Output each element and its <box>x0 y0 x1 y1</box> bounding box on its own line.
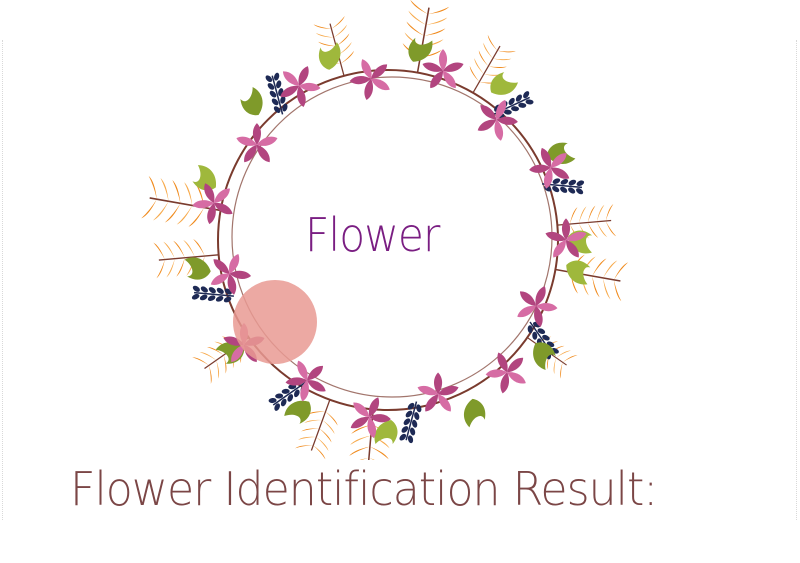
berry <box>192 284 201 293</box>
sprig-bud <box>295 440 313 454</box>
petal <box>478 102 499 122</box>
berry <box>511 106 519 112</box>
purple-flower <box>347 55 393 103</box>
sprig-bud <box>408 0 429 14</box>
berry <box>409 427 416 436</box>
berry <box>215 295 224 303</box>
berry <box>413 412 420 421</box>
leaf <box>462 398 486 428</box>
berry <box>411 419 418 428</box>
sprig-bud <box>424 25 445 39</box>
sprig-bud <box>604 204 614 221</box>
sprig-bud <box>368 458 389 460</box>
petal <box>504 355 525 375</box>
sprig-bud <box>177 203 193 226</box>
sprig-bud <box>610 280 624 301</box>
sprig-bud <box>426 14 447 28</box>
berry <box>575 187 584 196</box>
sprig-bud <box>183 239 195 258</box>
sprig-bud <box>155 260 167 279</box>
berry <box>264 74 273 83</box>
berry-branch <box>191 284 235 304</box>
purple-flower <box>478 342 538 402</box>
sprig-bud <box>165 201 181 224</box>
sprig-bud <box>614 260 628 281</box>
right-dotted-border <box>796 40 797 520</box>
sprig-bud <box>348 456 369 460</box>
sprig-bud <box>600 278 614 299</box>
sprig-bud <box>163 241 175 260</box>
sprig-bud <box>592 257 606 278</box>
sprig-bud <box>369 447 390 460</box>
sprig-bud <box>175 258 187 277</box>
sprig-bud <box>588 222 598 239</box>
sprig-bud <box>180 182 196 205</box>
sprig-bud <box>349 445 370 458</box>
left-dotted-border <box>2 40 3 520</box>
sprig-bud <box>313 20 331 33</box>
sprig-bud <box>577 206 587 223</box>
sprig-bud <box>606 220 616 237</box>
sprig-bud <box>568 207 578 224</box>
berry <box>199 294 208 302</box>
berry <box>191 293 200 301</box>
berry <box>275 80 282 89</box>
sprig-bud <box>316 29 334 42</box>
orange-sprig <box>552 250 628 301</box>
petal <box>280 68 301 88</box>
berry <box>576 179 585 187</box>
sprig-bud <box>603 258 617 279</box>
berry <box>552 177 561 185</box>
accent-circle <box>233 280 317 364</box>
sprig-stem <box>311 400 329 451</box>
berry <box>407 435 414 444</box>
berry <box>518 102 526 108</box>
berry <box>525 99 533 105</box>
leaf <box>181 255 213 282</box>
sprig-bud <box>497 43 516 59</box>
berry <box>281 103 288 112</box>
petal <box>517 288 538 308</box>
berry <box>207 294 216 302</box>
sprig-bud <box>141 197 157 220</box>
berry-branch <box>398 399 425 444</box>
sprig-bud <box>157 178 173 201</box>
berry <box>560 178 569 186</box>
berry <box>415 404 422 413</box>
sprig-bud <box>405 21 426 35</box>
result-heading: Flower Identification Result: <box>70 462 658 516</box>
sprig-bud <box>331 25 349 38</box>
sprig-bud <box>193 238 205 257</box>
sprig-bud <box>165 259 177 278</box>
leaf <box>237 85 268 119</box>
berry <box>398 433 407 442</box>
sprig-bud <box>554 362 569 378</box>
berry <box>568 179 577 187</box>
sprig-bud <box>406 11 427 25</box>
sprig-bud <box>338 51 356 64</box>
sprig-bud <box>597 221 607 238</box>
sprig-bud <box>173 240 185 259</box>
purple-flower <box>412 367 465 421</box>
sprig-stem <box>555 270 620 281</box>
sprig-bud <box>153 242 165 261</box>
sprig-bud <box>595 205 605 222</box>
sprig-bud <box>188 205 204 228</box>
sprig-bud <box>153 199 169 222</box>
sprig-bud <box>169 180 185 203</box>
leaf <box>485 68 520 101</box>
wreath-title: Flower <box>305 208 440 262</box>
sprig-bud <box>589 276 603 297</box>
berry <box>273 72 280 81</box>
sprig-bud <box>329 16 347 29</box>
sprig-bud <box>202 365 219 383</box>
sprig-bud <box>145 176 161 199</box>
sprig-bud <box>586 206 596 223</box>
leaf <box>281 394 316 429</box>
sprig-bud <box>350 434 371 447</box>
sprig-bud <box>428 3 449 17</box>
